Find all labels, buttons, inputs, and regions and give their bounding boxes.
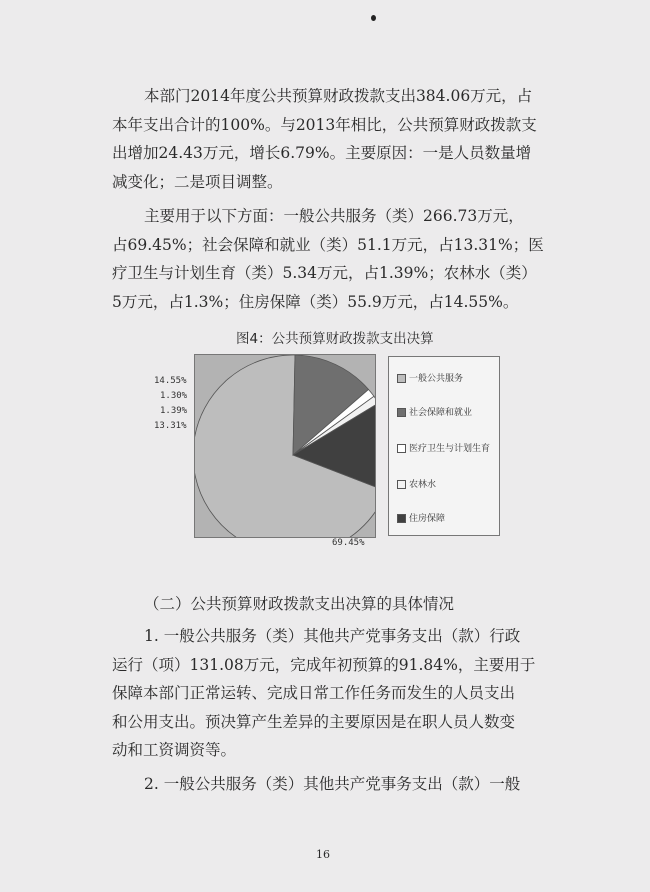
pie-svg: [195, 355, 375, 537]
text-line: 5万元，占1.3%；住房保障（类）55.9万元，占14.55%。: [112, 292, 519, 311]
legend-swatch: [397, 444, 406, 453]
legend-swatch: [397, 480, 406, 489]
legend-label: 住房保障: [409, 514, 446, 524]
text-line: 本部门2014年度公共预算财政拨款支出384.06万元，占: [144, 87, 533, 105]
text-line: 和公用支出。预决算产生差异的主要原因是在职人员人数变: [112, 712, 516, 731]
legend-label: 农林水: [409, 480, 437, 490]
data-label-general: 69.45%: [332, 538, 365, 548]
paragraph-3: [112, 622, 544, 765]
legend-item: [397, 511, 445, 524]
data-label-housing: 14.55%: [154, 376, 187, 386]
text-line: 本年支出合计的100%。与2013年相比，公共预算财政拨款支: [112, 115, 537, 134]
legend-swatch: [397, 514, 406, 523]
legend-item: [397, 477, 436, 490]
legend-swatch: [397, 374, 406, 383]
text-line: 1. 一般公共服务（类）其他共产党事务支出（款）行政: [144, 627, 521, 645]
paragraph-4: [112, 770, 544, 799]
text-line: 保障本部门正常运转、完成日常工作任务而发生的人员支出: [112, 684, 516, 702]
plot-area: [194, 354, 376, 538]
text-line: 出增加24.43万元，增长6.79%。主要原因：一是人员数量增: [112, 144, 532, 162]
text-line: 主要用于以下方面：一般公共服务（类）266.73万元，: [144, 207, 524, 225]
data-label-social: 13.31%: [154, 421, 187, 431]
page-number: 16: [316, 848, 330, 861]
legend-item: [397, 405, 472, 418]
text-line: 2. 一般公共服务（类）其他共产党事务支出（款）一般: [144, 775, 521, 793]
text-line: 占69.45%；社会保障和就业（类）51.1万元，占13.31%；医: [112, 235, 544, 254]
legend-label: 医疗卫生与计划生育: [409, 444, 491, 454]
data-label-health: 1.39%: [160, 406, 188, 416]
text-line: 疗卫生与计划生育（类）5.34万元，占1.39%；农林水（类）: [112, 264, 537, 282]
scan-dot: [371, 15, 376, 21]
legend-swatch: [397, 408, 406, 417]
legend-label: 一般公共服务: [409, 374, 464, 384]
legend-item: [397, 371, 463, 384]
figure-title: 图4：公共预算财政拨款支出决算: [236, 331, 434, 347]
text-line: 减变化；二是项目调整。: [112, 172, 283, 191]
text-line: 运行（项）131.08万元，完成年初预算的91.84%，主要用于: [112, 655, 536, 674]
paragraph-2: [112, 202, 544, 316]
data-label-agri: 1.30%: [160, 391, 188, 401]
text-line: 动和工资调资等。: [112, 741, 237, 759]
section-heading: （二）公共预算财政拨款支出决算的具体情况: [144, 595, 455, 613]
pie-chart: [150, 348, 510, 548]
legend-item: [397, 441, 490, 454]
legend: [388, 356, 500, 536]
legend-label: 社会保障和就业: [409, 408, 473, 418]
paragraph-1: [112, 82, 544, 196]
